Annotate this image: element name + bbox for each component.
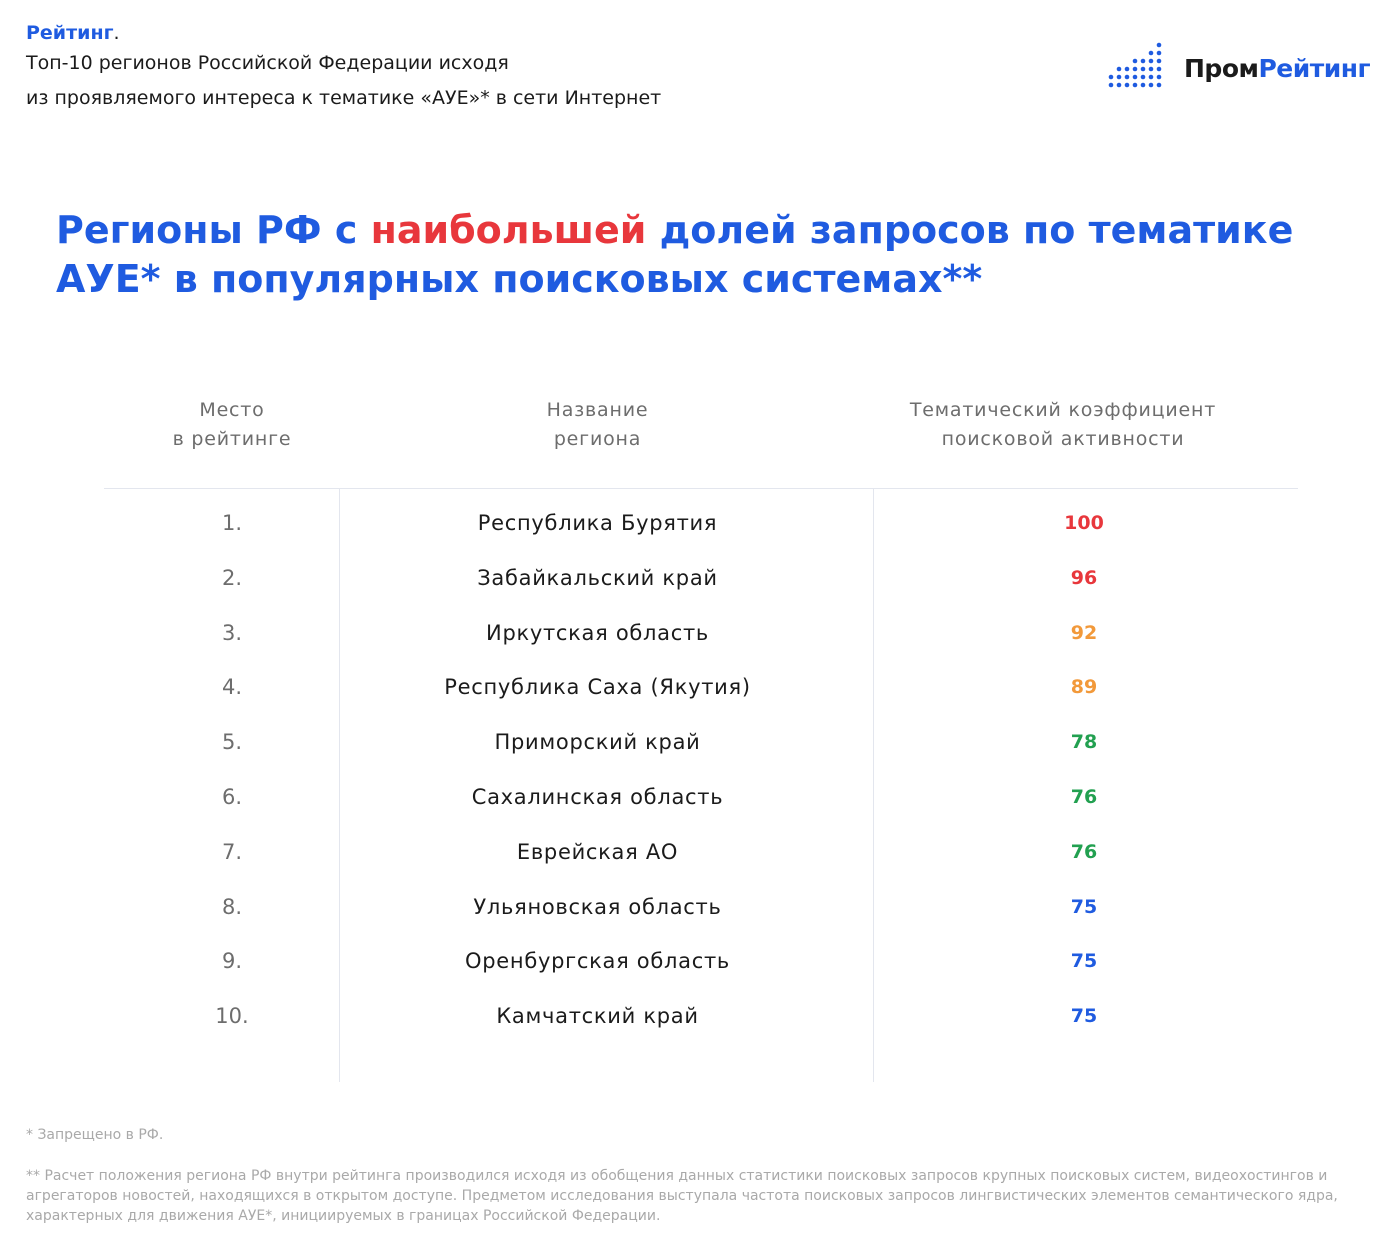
logo-dot	[1149, 75, 1154, 80]
ranking-table	[104, 396, 1298, 1029]
subtitle-line-2: из проявляемого интереса к тематике «АУЕ»* в сети Интернет	[26, 87, 662, 109]
table-row	[104, 563, 1298, 618]
table-row	[104, 672, 1298, 727]
rank-header-line-1: Место	[199, 399, 265, 421]
region-cell: Сахалинская область	[471, 784, 724, 809]
logo-dot	[1149, 51, 1154, 56]
kicker-dot: .	[113, 22, 120, 44]
logo-dot	[1157, 75, 1162, 80]
region-header-line-2: региона	[553, 428, 642, 450]
logo-dot	[1125, 83, 1130, 88]
score-cell: 89	[1070, 676, 1098, 699]
logo-part-2: Рейтинг	[1258, 54, 1371, 83]
logo-dot	[1149, 67, 1154, 72]
rank-cell: 5.	[221, 730, 243, 755]
table-body	[104, 508, 1298, 1056]
page-title	[56, 206, 1356, 304]
logo-dot	[1157, 59, 1162, 64]
logo-part-1: Пром	[1184, 54, 1259, 83]
table-row	[104, 837, 1298, 892]
region-cell: Оренбургская область	[465, 949, 730, 974]
rank-cell: 7.	[221, 839, 243, 864]
logo-dot	[1109, 83, 1114, 88]
region-cell: Приморский край	[494, 730, 701, 755]
score-cell: 75	[1070, 950, 1098, 973]
logo-dot	[1157, 67, 1162, 72]
region-header-line-1: Название	[546, 399, 649, 421]
logo-dot	[1141, 67, 1146, 72]
score-cell: 92	[1070, 621, 1098, 644]
column-header-score	[873, 396, 1253, 454]
rank-cell: 3.	[221, 620, 243, 645]
table-row	[104, 1001, 1298, 1056]
logo-dot	[1141, 83, 1146, 88]
logo-dot	[1125, 75, 1130, 80]
score-cell: 78	[1070, 731, 1098, 754]
score-cell: 76	[1070, 785, 1098, 808]
logo-dot	[1133, 59, 1138, 64]
logo-dot	[1141, 75, 1146, 80]
table-row	[104, 727, 1298, 782]
rank-cell: 6.	[221, 784, 243, 809]
table-row	[104, 946, 1298, 1001]
logo-dot	[1125, 67, 1130, 72]
logo-wordmark	[1184, 54, 1370, 83]
bar-dots-icon	[1108, 38, 1168, 90]
logo-dot	[1133, 67, 1138, 72]
region-cell: Республика Бурятия	[477, 511, 718, 535]
table-header	[104, 396, 1298, 489]
region-cell: Ульяновская область	[473, 894, 722, 919]
region-cell: Республика Саха (Якутия)	[444, 675, 751, 700]
rank-header-line-2: в рейтинге	[172, 428, 292, 450]
subtitle-line-1: Топ-10 регионов Российской Федерации исходя	[26, 52, 509, 74]
logo-dot	[1157, 83, 1162, 88]
score-cell: 100	[1064, 512, 1104, 534]
footnote-2: ** Расчет положения региона РФ внутри рейтинга производился исходя из обобщения данных статистики поисковых запросов крупных поисковых систем, видеохостингов и агрегаторов новостей, находящихся в открытом доступе. Предметом исследования выступала частота поисковых запросов лингвистических элементов семантического ядра, характерных для движения АУЕ*, инициируемых в границах Российской Федерации.	[26, 1168, 1338, 1224]
report-kicker	[26, 20, 661, 46]
table-row	[104, 782, 1298, 837]
rank-cell: 2.	[221, 565, 243, 590]
column-header-region	[339, 396, 856, 454]
score-cell: 75	[1070, 895, 1098, 918]
title-post: долей запросов по тематике АУЕ* в популярных поисковых системах**	[56, 208, 1294, 301]
logo-dot	[1141, 59, 1146, 64]
logo-dot	[1149, 59, 1154, 64]
column-header-rank	[104, 396, 360, 454]
region-cell: Еврейская АО	[516, 839, 679, 864]
logo-dot	[1149, 83, 1154, 88]
title-pre: Регионы РФ с	[56, 208, 371, 252]
rank-cell: 1.	[221, 511, 243, 535]
logo-dot	[1157, 43, 1162, 48]
title-highlight: наибольшей	[370, 208, 647, 252]
logo-dot	[1157, 51, 1162, 56]
report-header	[26, 20, 661, 116]
kicker-text: Рейтинг	[26, 22, 114, 44]
score-cell: 96	[1070, 566, 1098, 589]
logo-dot	[1117, 83, 1122, 88]
rank-cell: 10.	[215, 1004, 249, 1029]
logo-dot	[1117, 67, 1122, 72]
score-cell: 76	[1070, 840, 1098, 863]
score-header-line-1: Тематический коэффициент	[909, 399, 1217, 421]
logo-dot	[1133, 83, 1138, 88]
rank-cell: 4.	[221, 675, 243, 700]
logo-dot	[1117, 75, 1122, 80]
score-cell: 75	[1070, 1005, 1098, 1028]
table-row	[104, 892, 1298, 947]
region-cell: Забайкальский край	[477, 565, 718, 590]
logo-dot	[1109, 75, 1114, 80]
region-cell: Камчатский край	[496, 1004, 699, 1029]
logo-dot	[1133, 75, 1138, 80]
rank-cell: 8.	[221, 894, 243, 919]
table-row	[104, 618, 1298, 673]
footnote-1: * Запрещено в РФ.	[26, 1127, 164, 1143]
table-row	[104, 508, 1298, 563]
region-cell: Иркутская область	[486, 620, 709, 645]
rank-cell: 9.	[221, 949, 243, 974]
score-header-line-2: поисковой активности	[941, 428, 1185, 450]
